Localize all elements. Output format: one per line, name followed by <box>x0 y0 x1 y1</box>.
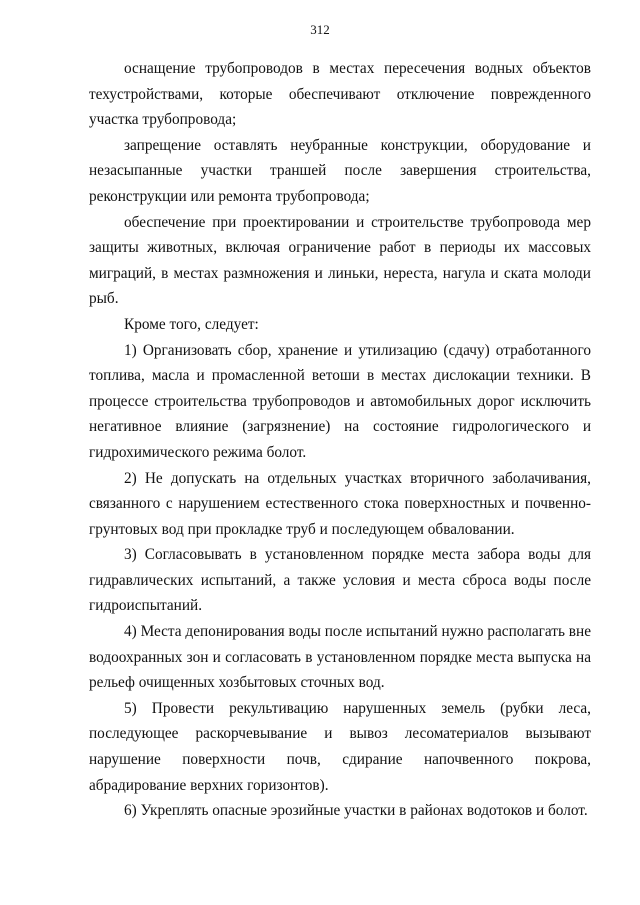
list-item-4: 4) Места депонирования воды после испытаний нужно располагать вне водоохранных зон и согласовать в установленном порядке места выпуска на рельеф очищенных хозбытовых сточных вод. <box>89 623 591 692</box>
list-item-1: 1) Организовать сбор, хранение и утилизацию (сдачу) отработанного топлива, масла и промасленной ветоши в местах дислокации техники. В процессе строительства трубопроводов и автомобильных дорог исключить негативное влияние (загрязнение) на состояние гидрологического и гидрохимического режима болот. <box>89 341 591 461</box>
paragraph-animal-protection: обеспечение при проектировании и строительстве трубопровода мер защиты животных, включая ограничение работ в периоды их массовых миграций, в местах размножения и линьки, нереста, нагула и ската молоди рыб. <box>89 213 591 308</box>
list-item-3: 3) Согласовывать в установленном порядке места забора воды для гидравлических испытаний, а также условия и места сброса воды после гидроиспытаний. <box>89 546 591 615</box>
body-text <box>89 56 591 824</box>
list-item-5: 5) Провести рекультивацию нарушенных земель (рубки леса, последующее раскорчевывание и вывоз лесоматериалов вызывают нарушение поверхности почв, сдирание напочвенного покрова, абрадирование верхних горизонтов). <box>89 699 591 794</box>
paragraph-additionally: Кроме того, следует: <box>124 315 259 333</box>
page-number: 312 <box>310 22 330 37</box>
list-item-2: 2) Не допускать на отдельных участках вторичного заболачивания, связанного с нарушением естественного стока поверхностных и почвенно-грунтовых вод при прокладке труб и последующем обваловании. <box>89 469 591 538</box>
paragraph-equipment-crossings: оснащение трубопроводов в местах пересечения водных объектов техустройствами, которые обеспечивают отключение поврежденного участка трубопровода; <box>89 60 591 129</box>
list-item-6: 6) Укреплять опасные эрозийные участки в районах водотоков и болот. <box>124 802 588 820</box>
paragraph-unremoved-structures: запрещение оставлять неубранные конструкции, оборудование и незасыпанные участки траншей после завершения строительства, реконструкции или ремонта трубопровода; <box>89 136 591 205</box>
